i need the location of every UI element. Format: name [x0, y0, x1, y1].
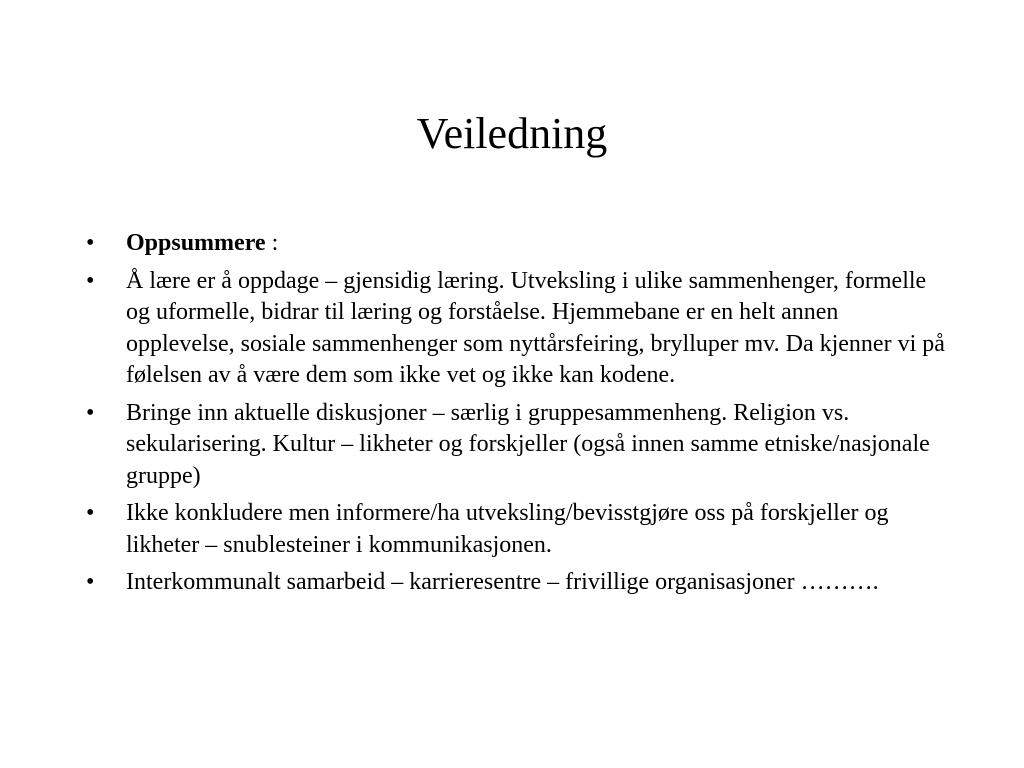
bullet-list — [86, 228, 946, 605]
bullet-icon: • — [86, 500, 95, 526]
bullet-text: Interkommunalt samarbeid – karrieresentre – frivillige organisasjoner ………. — [126, 569, 879, 595]
bullet-icon: • — [86, 569, 95, 595]
bullet-icon: • — [86, 267, 95, 294]
bullet-text — [126, 228, 946, 260]
bullet-suffix: : — [265, 230, 279, 256]
bold-term: Oppsummere — [126, 230, 266, 256]
list-item — [86, 498, 946, 561]
bullet-icon: • — [86, 230, 95, 256]
list-item — [86, 398, 946, 493]
list-item — [86, 266, 946, 392]
list-item — [86, 567, 946, 599]
list-item — [86, 228, 946, 260]
bullet-text: Å lære er å oppdage – gjensidig læring. Utveksling i ulike sammenhenger, formelle og uformelle, bidrar til læring og forståelse. Hjemmebane er en helt annen opplevelse, sosiale sammenhenger som nyttårsfeiring, brylluper mv. Da kjenner vi på følelsen av å være dem som ikke vet og ikke kan kodene. — [126, 267, 945, 388]
slide-title: Veiledning — [416, 109, 608, 158]
bullet-text: Bringe inn aktuelle diskusjoner – særlig i gruppesammenheng. Religion vs. sekularisering. Kultur – likheter og forskjeller (også innen samme etniske/nasjonale gruppe) — [126, 399, 930, 489]
bullet-text: Ikke konkludere men informere/ha utveksling/bevisstgjøre oss på forskjeller og likheter – snublesteiner i kommunikasjonen. — [126, 500, 889, 558]
bullet-icon: • — [86, 399, 95, 426]
